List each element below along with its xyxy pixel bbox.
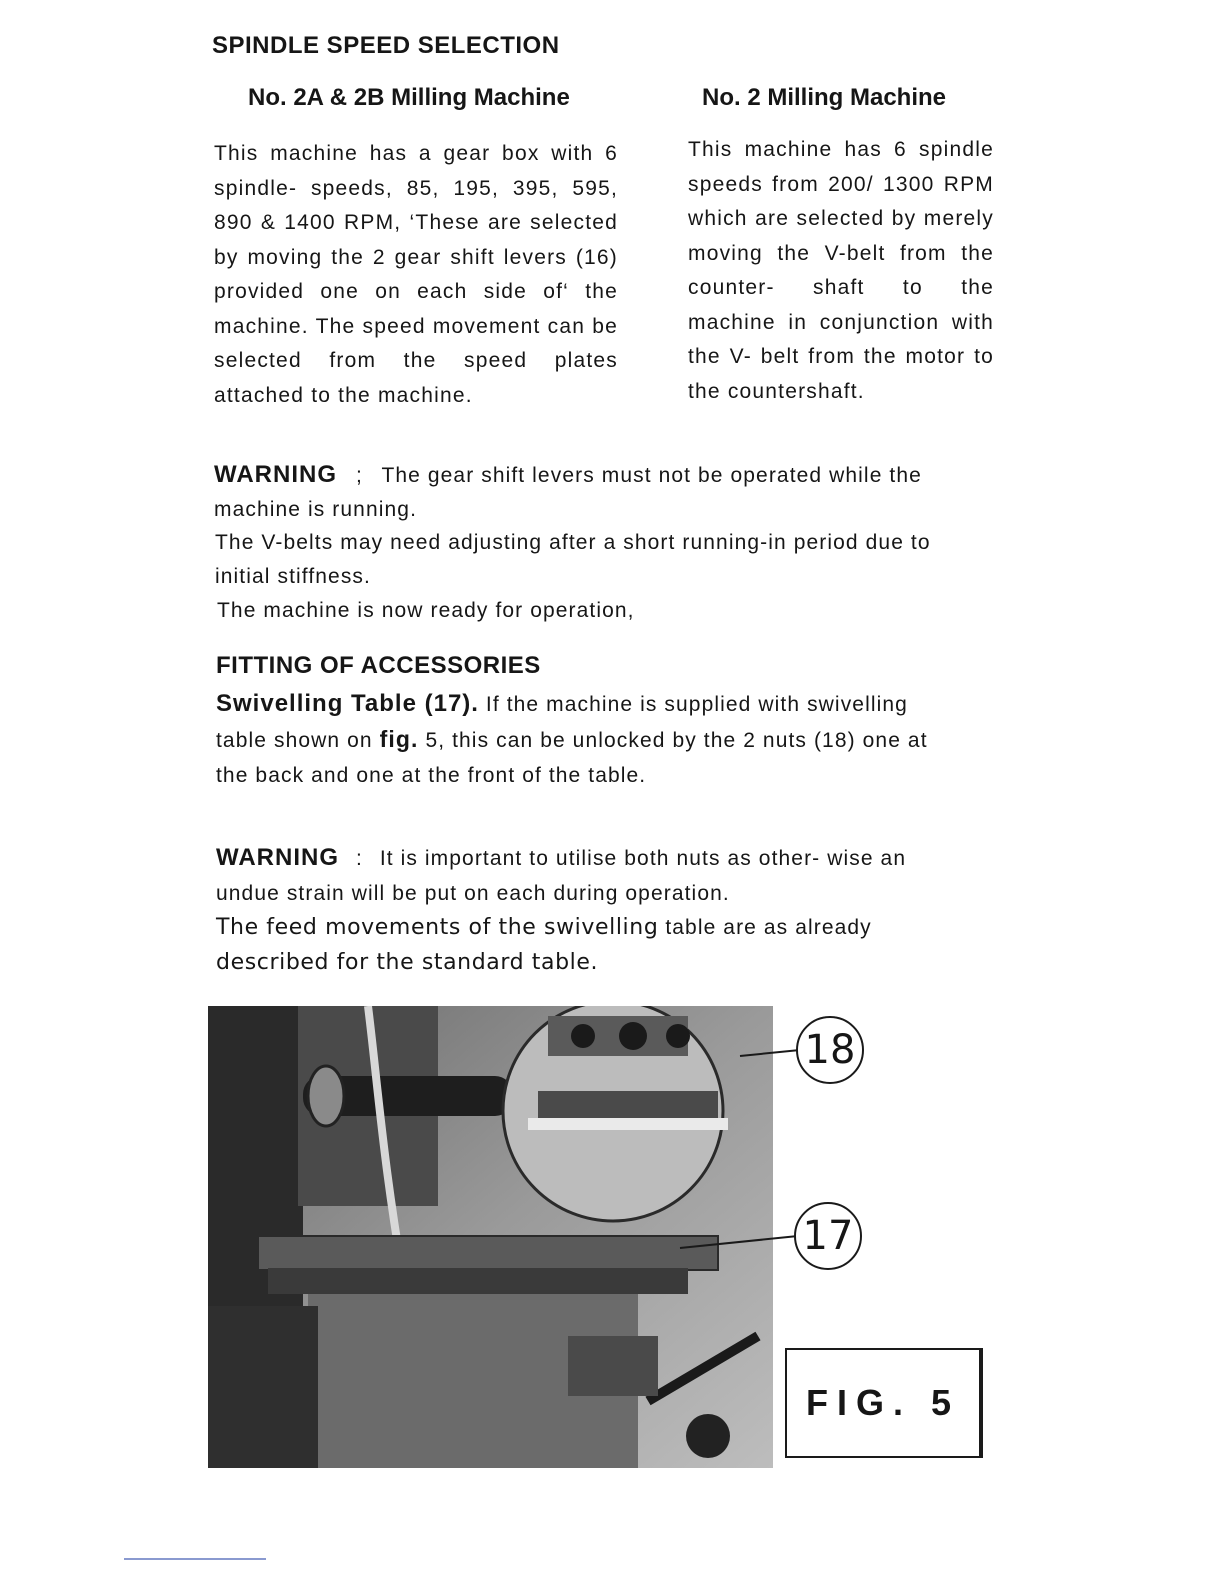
callout-18: 18 xyxy=(796,1016,864,1084)
feed-note-part3: described for the standard table. xyxy=(216,950,599,975)
warning-text: The gear shift levers must not be operated while the machine is running. xyxy=(214,464,922,521)
warning-text-2: It is important to utilise both nuts as other- wise an undue strain will be put on each during operation. xyxy=(216,847,907,905)
feed-note-part2: table are as already xyxy=(665,916,872,939)
callout-17: 17 xyxy=(794,1202,862,1270)
accessories-heading: FITTING OF ACCESSORIES xyxy=(216,652,541,679)
swivelling-text-after: 5, this can be unlocked by the 2 nuts (18) one at the back and one at the front of the table. xyxy=(216,729,928,787)
left-column-title: No. 2A & 2B Milling Machine xyxy=(248,84,570,111)
feed-note-part1: The feed movements of the swivelling xyxy=(216,915,659,940)
page-heading: SPINDLE SPEED SELECTION xyxy=(212,32,560,59)
warning-separator: ; xyxy=(355,464,363,487)
swivelling-text-before: If the machine is supplied with swivelling table shown on xyxy=(216,693,908,752)
warning-label: WARNING xyxy=(214,461,337,488)
swivelling-table-title: Swivelling Table (17). xyxy=(216,690,479,717)
figure-caption: FIG. 5 xyxy=(785,1348,983,1458)
fig-reference: fig. xyxy=(379,726,419,752)
footer-rule xyxy=(124,1558,266,1560)
ready-note: The machine is now ready for operation, xyxy=(217,599,635,622)
warning-label-2: WARNING xyxy=(216,844,339,871)
vbelt-note: The V-belts may need adjusting after a short running-in period due to initial stiffness. xyxy=(215,531,931,588)
warning-separator-2: : xyxy=(355,847,363,870)
left-column-text: This machine has a gear box with 6 spindle- speeds, 85, 195, 395, 595, 890 & 1400 RPM, ‘These are selected by moving the 2 gear shift levers (16) provided one on each side of‘ the machine. The speed movement can be selected from the speed plates attached to the machine. xyxy=(214,142,618,407)
right-column-title: No. 2 Milling Machine xyxy=(702,84,947,111)
right-column-text: This machine has 6 spindle speeds from 200/ 1300 RPM which are selected by merely moving the V-belt from the counter- shaft to the machine in conjunction with the V- belt from the motor to the countershaft. xyxy=(688,138,994,403)
